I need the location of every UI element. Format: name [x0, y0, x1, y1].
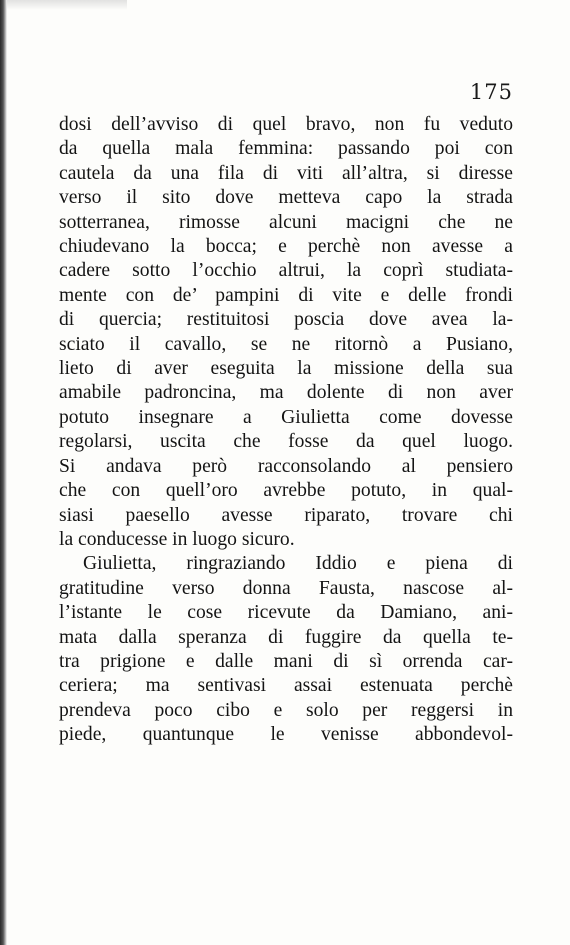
- body-text: [59, 113, 513, 748]
- text-line: Giulietta, ringraziando Iddio e piena di: [83, 553, 513, 575]
- text-line: prendeva poco cibo e solo per reggersi in: [59, 699, 513, 721]
- text-line: sotterranea, rimosse alcuni macigni che ne: [59, 211, 513, 233]
- paragraph: [59, 113, 513, 552]
- text-line: regolarsi, uscita che fosse da quel luogo.: [59, 431, 513, 453]
- text-line: verso il sito dove metteva capo la strada: [59, 187, 513, 209]
- text-line: da quella mala femmina: passando poi con: [59, 138, 513, 160]
- text-line: cadere sotto l’occhio altrui, la coprì studiata-: [59, 260, 513, 282]
- text-line: sciato il cavallo, se ne ritornò a Pusiano,: [59, 333, 513, 355]
- text-line: siasi paesello avesse riparato, trovare chi: [59, 504, 513, 526]
- text-line: di quercia; restituitosi poscia dove avea la-: [59, 309, 513, 331]
- binding-edge: [0, 0, 7, 945]
- text-line: piede, quantunque le venisse abbondevol-: [59, 724, 513, 746]
- page-number: 175: [469, 80, 513, 104]
- text-line: dosi dell’avviso di quel bravo, non fu veduto: [59, 114, 513, 135]
- page-shadow: [7, 0, 127, 10]
- text-line: amabile padroncina, ma dolente di non aver: [59, 382, 513, 404]
- text-line: cautela da una fila di viti all’altra, si diresse: [59, 162, 513, 184]
- text-line: tra prigione e dalle mani di sì orrenda car-: [59, 650, 513, 672]
- text-line: potuto insegnare a Giulietta come dovesse: [59, 406, 513, 428]
- text-line: gratitudine verso donna Fausta, nascose al-: [59, 577, 513, 599]
- text-line: chiudevano la bocca; e perchè non avesse a: [59, 236, 513, 258]
- text-line: Si andava però racconsolando al pensiero: [59, 455, 513, 477]
- text-line: la conducesse in luogo sicuro.: [59, 528, 295, 550]
- text-line: mente con de’ pampini di vite e delle frondi: [59, 284, 513, 306]
- text-line: che con quell’oro avrebbe potuto, in qual-: [59, 480, 513, 502]
- paragraph: [59, 552, 513, 747]
- text-line: mata dalla speranza di fuggire da quella te-: [59, 626, 513, 648]
- text-line: lieto di aver eseguita la missione della sua: [59, 358, 513, 380]
- text-line: ceriera; ma sentivasi assai estenuata perchè: [59, 675, 513, 697]
- text-line: l’istante le cose ricevute da Damiano, ani-: [59, 602, 513, 624]
